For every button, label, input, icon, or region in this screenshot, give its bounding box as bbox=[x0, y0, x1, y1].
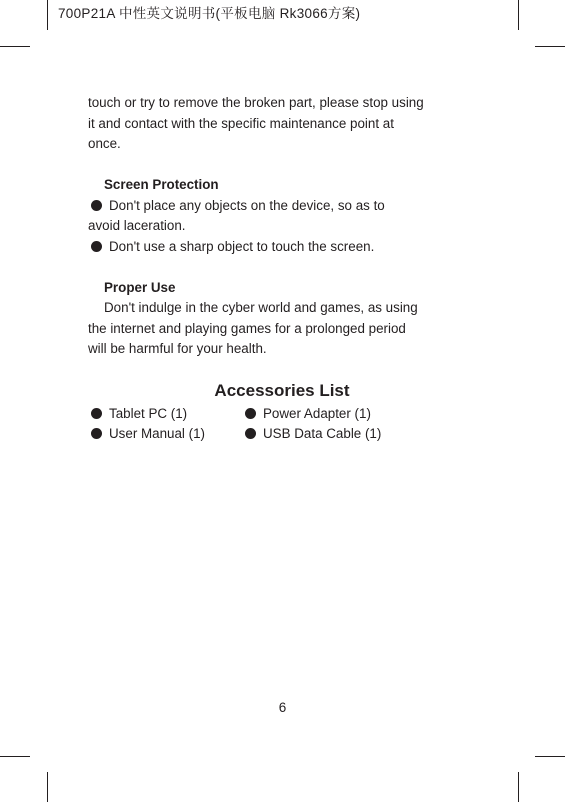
accessory-label: Power Adapter (1) bbox=[263, 405, 371, 421]
accessories-list-title: Accessories List bbox=[214, 380, 350, 400]
accessory-item bbox=[245, 404, 445, 425]
bullet-icon bbox=[91, 428, 102, 439]
accessory-label: USB Data Cable (1) bbox=[263, 426, 382, 441]
crop-mark bbox=[47, 0, 48, 30]
document-header-title: 700P21A 中性英文说明书(平板电脑 Rk3066方案) bbox=[58, 6, 361, 21]
intro-line: touch or try to remove the broken part, please stop using bbox=[88, 95, 424, 110]
accessory-item bbox=[91, 424, 245, 445]
bullet-item bbox=[88, 196, 498, 217]
proper-use-line: the internet and playing games for a prolonged period bbox=[88, 320, 406, 336]
crop-mark bbox=[518, 0, 519, 30]
bullet-continuation: avoid laceration. bbox=[88, 218, 186, 233]
proper-use-heading: Proper Use bbox=[104, 279, 176, 295]
bullet-icon bbox=[91, 200, 102, 211]
bullet-text: Don't place any objects on the device, so as to bbox=[109, 197, 385, 213]
accessories-list bbox=[88, 404, 498, 445]
bullet-icon bbox=[91, 408, 102, 419]
page-number: 6 bbox=[278, 700, 287, 715]
bullet-item bbox=[88, 237, 498, 258]
accessory-item bbox=[245, 424, 445, 445]
bullet-text: Don't use a sharp object to touch the screen. bbox=[109, 238, 375, 254]
crop-mark bbox=[0, 46, 30, 47]
intro-line: it and contact with the specific maintenance point at bbox=[88, 115, 394, 131]
bullet-icon bbox=[91, 241, 102, 252]
proper-use-line: Don't indulge in the cyber world and games, as using bbox=[104, 300, 418, 315]
accessory-item bbox=[91, 404, 245, 425]
crop-mark bbox=[0, 756, 30, 757]
crop-mark bbox=[535, 756, 565, 757]
crop-mark bbox=[518, 772, 519, 802]
crop-mark bbox=[535, 46, 565, 47]
accessory-label: Tablet PC (1) bbox=[109, 405, 188, 421]
bullet-icon bbox=[245, 408, 256, 419]
page-content bbox=[88, 93, 498, 445]
crop-mark bbox=[47, 772, 48, 802]
intro-line: once. bbox=[88, 136, 121, 151]
screen-protection-heading: Screen Protection bbox=[104, 177, 219, 192]
accessory-label: User Manual (1) bbox=[109, 426, 205, 441]
proper-use-line: will be harmful for your health. bbox=[88, 341, 267, 356]
bullet-icon bbox=[245, 428, 256, 439]
